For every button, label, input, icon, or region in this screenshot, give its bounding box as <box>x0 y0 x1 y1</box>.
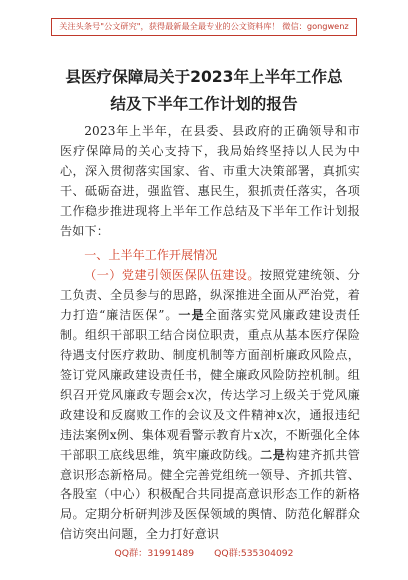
point-text-2: 构建齐抓共管意识形态新格局。健全完善党组统一领导、齐抓共管、各股室（中心）积极配合共同提高意识形态工作的新格局。定期分析研判涉及医保领域的舆情、防范化解群众信访突出问题，全力打好意识 <box>60 447 360 542</box>
promo-banner-text: 关注头条号"公文研究"，获得最新最全最专业的公文资料库！ 微信：gongwenz <box>51 18 356 36</box>
document-title <box>0 64 408 118</box>
section-heading-1: 一、上半年工作开展情况 <box>84 248 218 263</box>
party-building-paragraph <box>60 266 360 545</box>
point-text-1: 全面落实党风廉政建设责任制。组织干部职工结合岗位职责，重点从基本医疗保险待遇支付医疗救助、制度机制等方面剖析廉政风险点，签订党风廉政建设责任书，健全廉政风险防控机制。组织召开党风廉政专题会x次，传达学习上级关于党风廉政建设和反腐败工作的会议及文件精神x次，通报违纪违法案例x例、集体观看警示教育片x次，不断强化全体干部职工底线思维，筑牢廉政防线。 <box>60 308 360 462</box>
point-label-1: 一是 <box>178 308 205 323</box>
subsection-label-1: （一）党建引领医保队伍建设。 <box>84 268 260 283</box>
document-body <box>60 122 360 545</box>
footer-qq-2: QQ群:535304092 <box>214 548 294 559</box>
point-label-2: 二是 <box>260 447 286 462</box>
top-banner <box>0 0 408 46</box>
subsection-text-1: 按照党建统领、分工负责、全员参与的思路，纵深推进全面从严治党，着力打造“廉洁医保”。 <box>60 268 361 323</box>
title-line-2: 结及下半年工作计划的报告 <box>110 95 298 113</box>
title-line-1: 县医疗保障局关于2023年上半年工作总 <box>65 68 343 86</box>
footer <box>0 545 408 559</box>
intro-paragraph: 2023年上半年，在县委、县政府的正确领导和市医疗保障局的关心支持下，我局始终坚持以人民为中心，深入贯彻落实国家、省、市重大决策部署，真抓实干、砥砺奋进，强监管、惠民生，狠抓责任落实，各项工作稳步推进现将上半年工作总结及下半年工作计划报告如下： <box>60 124 360 238</box>
footer-qq-1: QQ群：31991489 <box>114 548 195 559</box>
